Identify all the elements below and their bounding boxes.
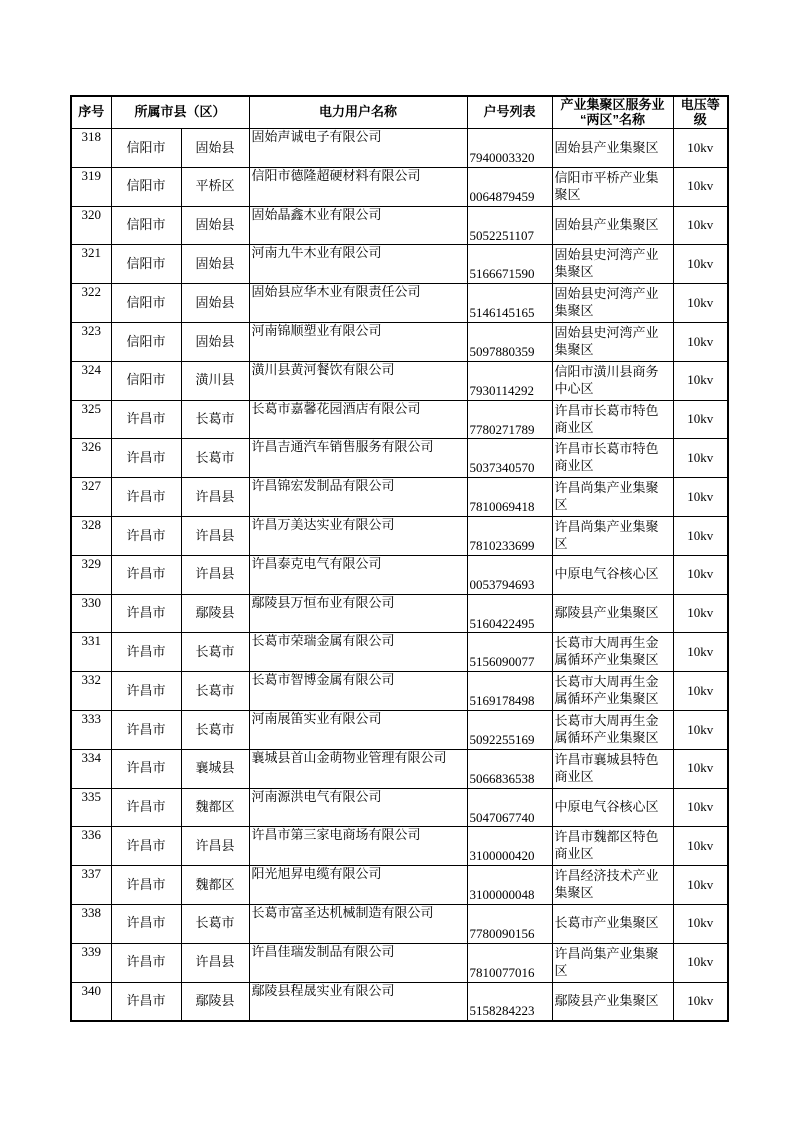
voltage-cell: 10kv — [673, 943, 728, 982]
company-name-cell: 许昌泰克电气有限公司 — [249, 555, 467, 594]
company-name-cell: 许昌市第三家电商场有限公司 — [249, 827, 467, 866]
account-number-cell: 7810233699 — [467, 517, 552, 556]
zone-name-cell: 固始县史河湾产业集聚区 — [552, 245, 673, 284]
header-zone-line1: 产业集聚区服务业 — [560, 97, 665, 112]
seq-cell: 337 — [71, 866, 111, 905]
company-name-cell: 河南源洪电气有限公司 — [249, 788, 467, 827]
county-cell: 固始县 — [181, 245, 249, 284]
city-cell: 信阳市 — [111, 323, 181, 362]
company-name-cell: 长葛市荣瑞金属有限公司 — [249, 633, 467, 672]
company-name-cell: 襄城县首山金萌物业管理有限公司 — [249, 749, 467, 788]
account-number-cell: 5160422495 — [467, 594, 552, 633]
county-cell: 长葛市 — [181, 633, 249, 672]
table-row — [71, 788, 728, 827]
account-number-cell: 5066836538 — [467, 749, 552, 788]
seq-cell: 324 — [71, 361, 111, 400]
table-row — [71, 361, 728, 400]
seq-cell: 338 — [71, 905, 111, 944]
account-number-cell: 5092255169 — [467, 711, 552, 750]
account-number-cell: 3100000048 — [467, 866, 552, 905]
city-cell: 许昌市 — [111, 749, 181, 788]
header-company: 电力用户名称 — [249, 96, 467, 129]
city-cell: 信阳市 — [111, 206, 181, 245]
zone-name-cell: 固始县史河湾产业集聚区 — [552, 323, 673, 362]
city-cell: 许昌市 — [111, 633, 181, 672]
voltage-cell: 10kv — [673, 517, 728, 556]
account-number-cell: 5047067740 — [467, 788, 552, 827]
city-cell: 信阳市 — [111, 361, 181, 400]
company-name-cell: 鄢陵县万恒布业有限公司 — [249, 594, 467, 633]
seq-cell: 322 — [71, 284, 111, 323]
voltage-cell: 10kv — [673, 400, 728, 439]
city-cell: 许昌市 — [111, 982, 181, 1021]
account-number-cell: 5156090077 — [467, 633, 552, 672]
table-row — [71, 206, 728, 245]
table-row — [71, 594, 728, 633]
seq-cell: 320 — [71, 206, 111, 245]
zone-name-cell: 中原电气谷核心区 — [552, 788, 673, 827]
table-row — [71, 167, 728, 206]
table-row — [71, 323, 728, 362]
city-cell: 信阳市 — [111, 245, 181, 284]
county-cell: 许昌县 — [181, 827, 249, 866]
county-cell: 平桥区 — [181, 167, 249, 206]
voltage-cell: 10kv — [673, 594, 728, 633]
county-cell: 长葛市 — [181, 672, 249, 711]
zone-name-cell: 鄢陵县产业集聚区 — [552, 982, 673, 1021]
county-cell: 许昌县 — [181, 517, 249, 556]
document-page — [70, 95, 729, 1022]
zone-name-cell: 许昌经济技术产业集聚区 — [552, 866, 673, 905]
account-number-cell: 5169178498 — [467, 672, 552, 711]
account-number-cell: 0064879459 — [467, 167, 552, 206]
company-name-cell: 长葛市富圣达机械制造有限公司 — [249, 905, 467, 944]
city-cell: 信阳市 — [111, 129, 181, 168]
account-number-cell: 7810069418 — [467, 478, 552, 517]
zone-name-cell: 许昌市魏都区特色商业区 — [552, 827, 673, 866]
county-cell: 鄢陵县 — [181, 594, 249, 633]
zone-name-cell: 长葛市大周再生金属循环产业集聚区 — [552, 633, 673, 672]
voltage-cell: 10kv — [673, 323, 728, 362]
seq-cell: 335 — [71, 788, 111, 827]
voltage-cell: 10kv — [673, 672, 728, 711]
company-name-cell: 河南锦顺塑业有限公司 — [249, 323, 467, 362]
table-row — [71, 711, 728, 750]
account-number-cell: 0053794693 — [467, 555, 552, 594]
zone-name-cell: 信阳市潢川县商务中心区 — [552, 361, 673, 400]
header-zone — [552, 96, 673, 129]
company-name-cell: 固始晶鑫木业有限公司 — [249, 206, 467, 245]
zone-name-cell: 固始县产业集聚区 — [552, 206, 673, 245]
voltage-cell: 10kv — [673, 711, 728, 750]
seq-cell: 328 — [71, 517, 111, 556]
county-cell: 长葛市 — [181, 439, 249, 478]
account-number-cell: 5166671590 — [467, 245, 552, 284]
company-name-cell: 固始县应华木业有限责任公司 — [249, 284, 467, 323]
account-number-cell: 7810077016 — [467, 943, 552, 982]
table-body — [71, 129, 728, 1021]
company-name-cell: 河南展笛实业有限公司 — [249, 711, 467, 750]
city-cell: 信阳市 — [111, 284, 181, 323]
city-cell: 许昌市 — [111, 478, 181, 517]
table-row — [71, 129, 728, 168]
company-name-cell: 固始声诚电子有限公司 — [249, 129, 467, 168]
county-cell: 长葛市 — [181, 905, 249, 944]
zone-name-cell: 长葛市大周再生金属循环产业集聚区 — [552, 672, 673, 711]
county-cell: 固始县 — [181, 206, 249, 245]
city-cell: 许昌市 — [111, 594, 181, 633]
zone-name-cell: 长葛市大周再生金属循环产业集聚区 — [552, 711, 673, 750]
seq-cell: 336 — [71, 827, 111, 866]
header-account: 户号列表 — [467, 96, 552, 129]
table-row — [71, 943, 728, 982]
seq-cell: 321 — [71, 245, 111, 284]
seq-cell: 327 — [71, 478, 111, 517]
voltage-cell: 10kv — [673, 284, 728, 323]
county-cell: 许昌县 — [181, 478, 249, 517]
zone-name-cell: 固始县史河湾产业集聚区 — [552, 284, 673, 323]
account-number-cell: 7940003320 — [467, 129, 552, 168]
voltage-cell: 10kv — [673, 905, 728, 944]
company-name-cell: 信阳市德隆超硬材料有限公司 — [249, 167, 467, 206]
header-seq: 序号 — [71, 96, 111, 129]
account-number-cell: 5097880359 — [467, 323, 552, 362]
account-number-cell: 3100000420 — [467, 827, 552, 866]
power-users-table — [70, 95, 729, 1022]
company-name-cell: 鄢陵县程晟实业有限公司 — [249, 982, 467, 1021]
voltage-cell: 10kv — [673, 866, 728, 905]
zone-name-cell: 鄢陵县产业集聚区 — [552, 594, 673, 633]
voltage-cell: 10kv — [673, 439, 728, 478]
table-row — [71, 245, 728, 284]
company-name-cell: 阳光旭昇电缆有限公司 — [249, 866, 467, 905]
seq-cell: 319 — [71, 167, 111, 206]
city-cell: 许昌市 — [111, 905, 181, 944]
voltage-cell: 10kv — [673, 633, 728, 672]
seq-cell: 325 — [71, 400, 111, 439]
zone-name-cell: 中原电气谷核心区 — [552, 555, 673, 594]
city-cell: 许昌市 — [111, 827, 181, 866]
table-header — [71, 96, 728, 129]
company-name-cell: 潢川县黄河餐饮有限公司 — [249, 361, 467, 400]
table-row — [71, 439, 728, 478]
table-row — [71, 517, 728, 556]
account-number-cell: 5052251107 — [467, 206, 552, 245]
city-cell: 许昌市 — [111, 400, 181, 439]
table-row — [71, 749, 728, 788]
seq-cell: 332 — [71, 672, 111, 711]
table-row — [71, 866, 728, 905]
city-cell: 信阳市 — [111, 167, 181, 206]
voltage-cell: 10kv — [673, 478, 728, 517]
voltage-cell: 10kv — [673, 827, 728, 866]
voltage-cell: 10kv — [673, 749, 728, 788]
table-row — [71, 827, 728, 866]
zone-name-cell: 长葛市产业集聚区 — [552, 905, 673, 944]
seq-cell: 330 — [71, 594, 111, 633]
voltage-cell: 10kv — [673, 245, 728, 284]
header-zone-line2: “两区”名称 — [580, 111, 646, 127]
county-cell: 魏都区 — [181, 866, 249, 905]
zone-name-cell: 许昌市襄城县特色商业区 — [552, 749, 673, 788]
table-row — [71, 555, 728, 594]
header-voltage-line2: 级 — [693, 111, 707, 127]
zone-name-cell: 许昌市长葛市特色商业区 — [552, 439, 673, 478]
zone-name-cell: 许昌市长葛市特色商业区 — [552, 400, 673, 439]
county-cell: 魏都区 — [181, 788, 249, 827]
county-cell: 襄城县 — [181, 749, 249, 788]
county-cell: 许昌县 — [181, 943, 249, 982]
seq-cell: 331 — [71, 633, 111, 672]
seq-cell: 318 — [71, 129, 111, 168]
county-cell: 固始县 — [181, 284, 249, 323]
county-cell: 鄢陵县 — [181, 982, 249, 1021]
account-number-cell: 7930114292 — [467, 361, 552, 400]
seq-cell: 329 — [71, 555, 111, 594]
county-cell: 固始县 — [181, 323, 249, 362]
voltage-cell: 10kv — [673, 167, 728, 206]
city-cell: 许昌市 — [111, 943, 181, 982]
table-row — [71, 284, 728, 323]
seq-cell: 323 — [71, 323, 111, 362]
zone-name-cell: 许昌尚集产业集聚区 — [552, 517, 673, 556]
header-row — [71, 96, 728, 129]
zone-name-cell: 固始县产业集聚区 — [552, 129, 673, 168]
city-cell: 许昌市 — [111, 711, 181, 750]
header-voltage-line1: 电压等 — [680, 97, 720, 112]
company-name-cell: 河南九牛木业有限公司 — [249, 245, 467, 284]
county-cell: 潢川县 — [181, 361, 249, 400]
company-name-cell: 许昌吉通汽车销售服务有限公司 — [249, 439, 467, 478]
company-name-cell: 许昌锦宏发制品有限公司 — [249, 478, 467, 517]
account-number-cell: 5146145165 — [467, 284, 552, 323]
company-name-cell: 长葛市智博金属有限公司 — [249, 672, 467, 711]
company-name-cell: 长葛市嘉馨花园酒店有限公司 — [249, 400, 467, 439]
city-cell: 许昌市 — [111, 866, 181, 905]
voltage-cell: 10kv — [673, 361, 728, 400]
account-number-cell: 7780090156 — [467, 905, 552, 944]
account-number-cell: 5158284223 — [467, 982, 552, 1021]
voltage-cell: 10kv — [673, 788, 728, 827]
city-cell: 许昌市 — [111, 672, 181, 711]
city-cell: 许昌市 — [111, 555, 181, 594]
seq-cell: 339 — [71, 943, 111, 982]
city-cell: 许昌市 — [111, 788, 181, 827]
account-number-cell: 7780271789 — [467, 400, 552, 439]
seq-cell: 334 — [71, 749, 111, 788]
company-name-cell: 许昌万美达实业有限公司 — [249, 517, 467, 556]
voltage-cell: 10kv — [673, 206, 728, 245]
county-cell: 许昌县 — [181, 555, 249, 594]
account-number-cell: 5037340570 — [467, 439, 552, 478]
voltage-cell: 10kv — [673, 129, 728, 168]
zone-name-cell: 信阳市平桥产业集聚区 — [552, 167, 673, 206]
zone-name-cell: 许昌尚集产业集聚区 — [552, 478, 673, 517]
table-row — [71, 478, 728, 517]
city-cell: 许昌市 — [111, 439, 181, 478]
voltage-cell: 10kv — [673, 555, 728, 594]
county-cell: 固始县 — [181, 129, 249, 168]
table-row — [71, 672, 728, 711]
seq-cell: 326 — [71, 439, 111, 478]
voltage-cell: 10kv — [673, 982, 728, 1021]
table-row — [71, 633, 728, 672]
table-row — [71, 400, 728, 439]
header-region: 所属市县（区） — [111, 96, 249, 129]
city-cell: 许昌市 — [111, 517, 181, 556]
county-cell: 长葛市 — [181, 711, 249, 750]
header-voltage — [673, 96, 728, 129]
seq-cell: 333 — [71, 711, 111, 750]
company-name-cell: 许昌佳瑞发制品有限公司 — [249, 943, 467, 982]
county-cell: 长葛市 — [181, 400, 249, 439]
table-row — [71, 982, 728, 1021]
zone-name-cell: 许昌尚集产业集聚区 — [552, 943, 673, 982]
seq-cell: 340 — [71, 982, 111, 1021]
table-row — [71, 905, 728, 944]
